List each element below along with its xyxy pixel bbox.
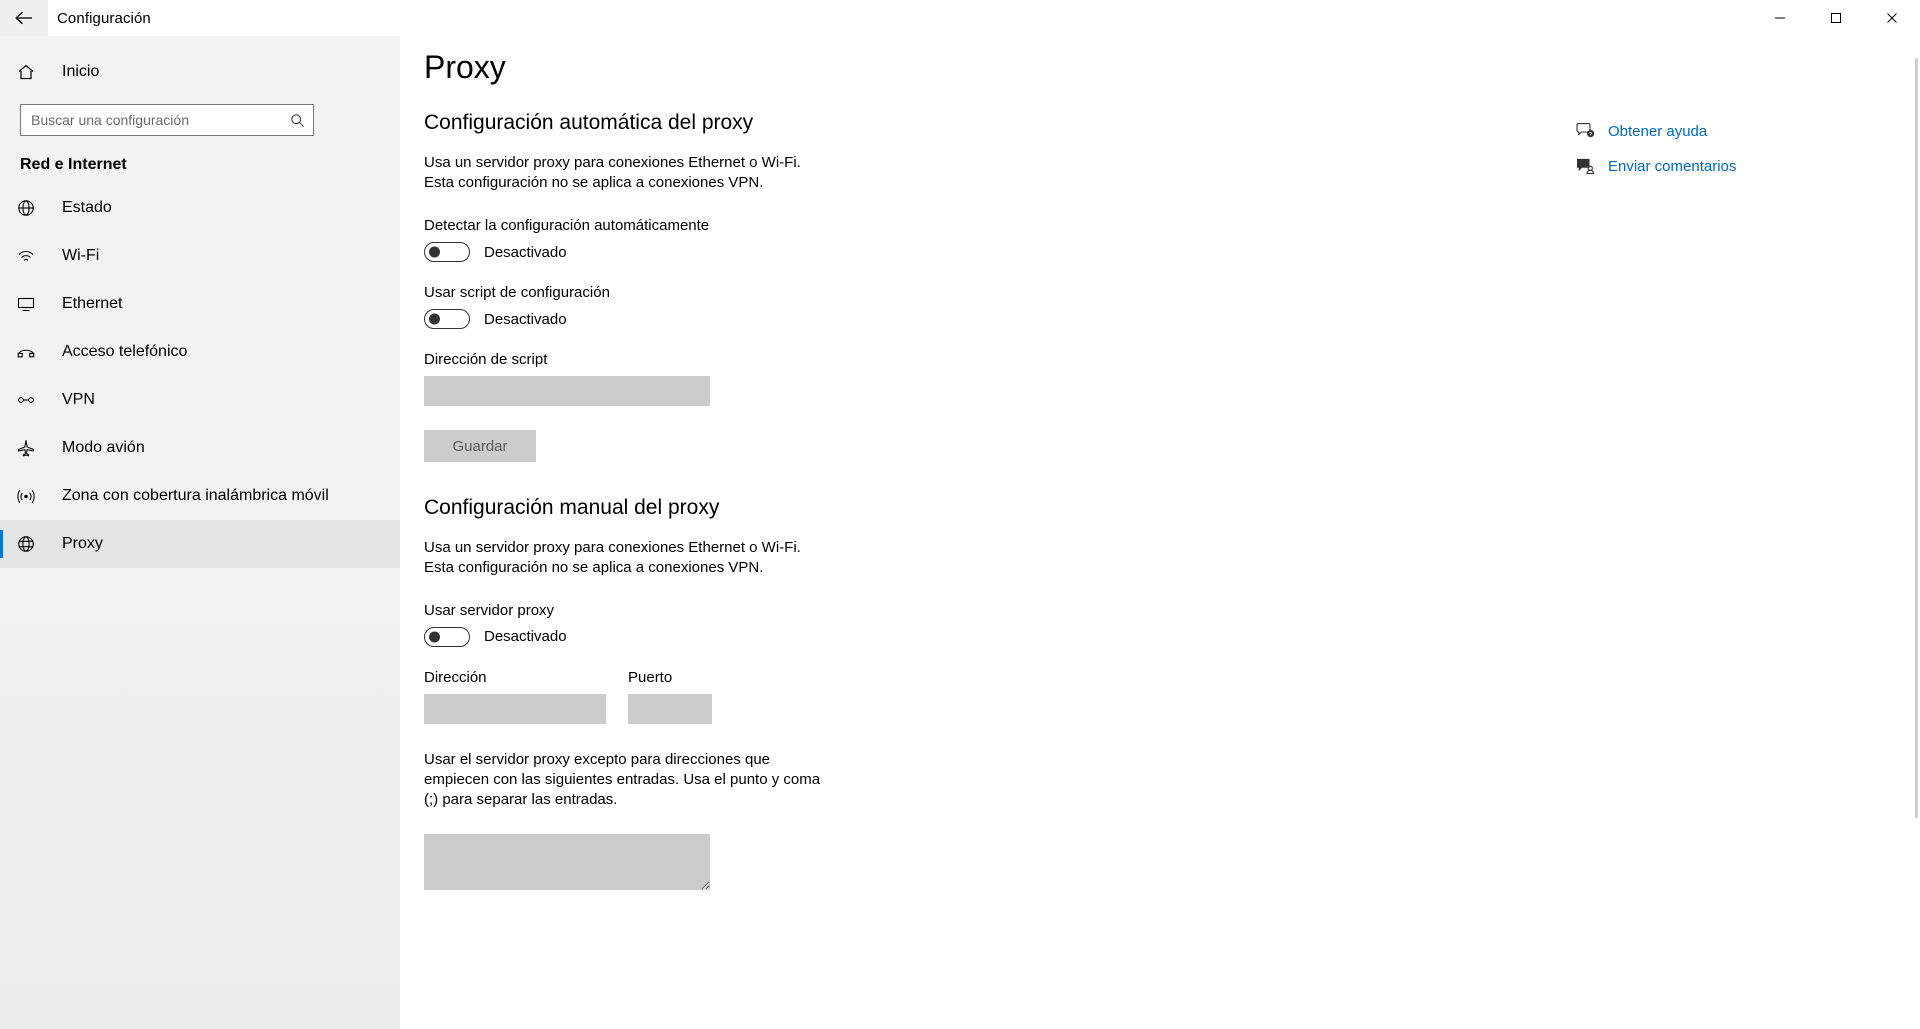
hotspot-icon (16, 486, 48, 506)
sidebar-item-zona-cobertura-label: Zona con cobertura inalámbrica móvil (62, 487, 329, 504)
get-help-link[interactable] (1572, 122, 1812, 140)
scrollbar-thumb[interactable] (1915, 58, 1918, 818)
sidebar-item-wifi-label: Wi-Fi (62, 247, 100, 264)
close-button[interactable] (1864, 0, 1920, 36)
use-script-toggle[interactable] (424, 309, 470, 329)
port-input[interactable] (628, 694, 712, 724)
auto-detect-label: Detectar la configuración automáticamente (424, 217, 710, 235)
exceptions-input[interactable] (424, 834, 710, 890)
help-question-icon (1572, 122, 1598, 140)
sidebar-item-proxy-label: Proxy (62, 535, 103, 552)
back-arrow-icon (15, 11, 33, 25)
sidebar-item-wifi[interactable] (0, 232, 400, 280)
title-bar (0, 0, 1920, 36)
search-button[interactable] (281, 105, 313, 135)
port-field (628, 669, 712, 724)
sidebar-item-modo-avion-label: Modo avión (62, 439, 145, 456)
sidebar-section-title: Red e Internet (20, 156, 127, 173)
window-body (0, 36, 1920, 1029)
window-title: Configuración (57, 9, 151, 27)
page-title: Proxy (424, 49, 506, 85)
sidebar-item-acceso-telefonico[interactable] (0, 328, 400, 376)
address-label: Dirección (424, 668, 487, 686)
sidebar-item-modo-avion[interactable] (0, 424, 400, 472)
use-proxy-label: Usar servidor proxy (424, 601, 555, 619)
script-address-label: Dirección de script (424, 351, 548, 369)
use-proxy-state: Desactivado (484, 628, 567, 646)
save-button[interactable]: Guardar (424, 430, 536, 462)
sidebar-item-estado[interactable] (0, 184, 400, 232)
address-field (424, 669, 606, 724)
close-icon (1886, 12, 1898, 24)
use-script-state: Desactivado (484, 310, 567, 328)
ethernet-icon (16, 294, 48, 314)
auto-detect-toggle-row (424, 242, 1580, 262)
minimize-icon (1774, 12, 1786, 24)
search-icon (290, 113, 305, 128)
sidebar-item-zona-cobertura[interactable] (0, 472, 400, 520)
use-script-label: Usar script de configuración (424, 284, 610, 302)
vpn-icon (16, 390, 48, 410)
maximize-icon (1830, 12, 1842, 24)
maximize-button[interactable] (1808, 0, 1864, 36)
toggle-knob (429, 247, 440, 258)
minimize-button[interactable] (1752, 0, 1808, 36)
auto-detect-toggle[interactable] (424, 242, 470, 262)
address-input[interactable] (424, 694, 606, 724)
use-script-toggle-row (424, 309, 1580, 329)
sidebar (0, 36, 400, 1029)
auto-detect-state: Desactivado (484, 243, 567, 261)
script-address-input[interactable] (424, 376, 710, 406)
toggle-knob (429, 631, 440, 642)
manual-proxy-description: Usa un servidor proxy para conexiones Ethernet o Wi-Fi. Esta configuración no se aplica a conexiones VPN. (424, 539, 801, 576)
address-port-row (424, 669, 1580, 724)
wifi-icon (16, 246, 48, 266)
right-rail (1572, 122, 1812, 192)
use-proxy-toggle-row (424, 627, 1580, 647)
globe-status-icon (16, 198, 48, 218)
svg-text:?: ? (1589, 132, 1593, 138)
back-button[interactable] (0, 0, 48, 36)
use-proxy-toggle[interactable] (424, 627, 470, 647)
content-scrollbar[interactable] (1914, 36, 1920, 1029)
sidebar-item-estado-label: Estado (62, 199, 112, 216)
sidebar-item-ethernet[interactable] (0, 280, 400, 328)
sidebar-item-vpn[interactable] (0, 376, 400, 424)
send-feedback-link[interactable] (1572, 157, 1812, 175)
sidebar-item-home[interactable] (0, 48, 400, 96)
exceptions-description: Usar el servidor proxy excepto para direcciones que empiecen con las siguientes entradas. Usa el punto y coma (;) para separar las entradas. (424, 750, 821, 808)
auto-proxy-section-title: Configuración automática del proxy (424, 111, 754, 135)
search-box[interactable] (20, 104, 314, 136)
sidebar-item-ethernet-label: Ethernet (62, 295, 123, 312)
sidebar-item-proxy[interactable] (0, 520, 400, 568)
main-content (400, 36, 1920, 1029)
get-help-label: Obtener ayuda (1608, 122, 1708, 140)
dialup-icon (16, 342, 48, 362)
sidebar-item-home-label: Inicio (62, 63, 100, 80)
sidebar-item-vpn-label: VPN (62, 391, 95, 408)
auto-proxy-description: Usa un servidor proxy para conexiones Ethernet o Wi-Fi. Esta configuración no se aplica a conexiones VPN. (424, 154, 801, 192)
settings-panel (400, 36, 1580, 890)
toggle-knob (429, 314, 440, 325)
proxy-globe-icon (16, 534, 48, 554)
send-feedback-label: Enviar comentarios (1608, 157, 1737, 175)
feedback-icon (1572, 157, 1598, 175)
manual-proxy-section-title: Configuración manual del proxy (424, 496, 720, 520)
home-icon (16, 62, 48, 82)
window-controls (1752, 0, 1920, 36)
search-input[interactable] (20, 104, 314, 136)
airplane-icon (16, 438, 48, 458)
port-label: Puerto (628, 668, 673, 686)
sidebar-item-acceso-telefonico-label: Acceso telefónico (62, 343, 188, 360)
